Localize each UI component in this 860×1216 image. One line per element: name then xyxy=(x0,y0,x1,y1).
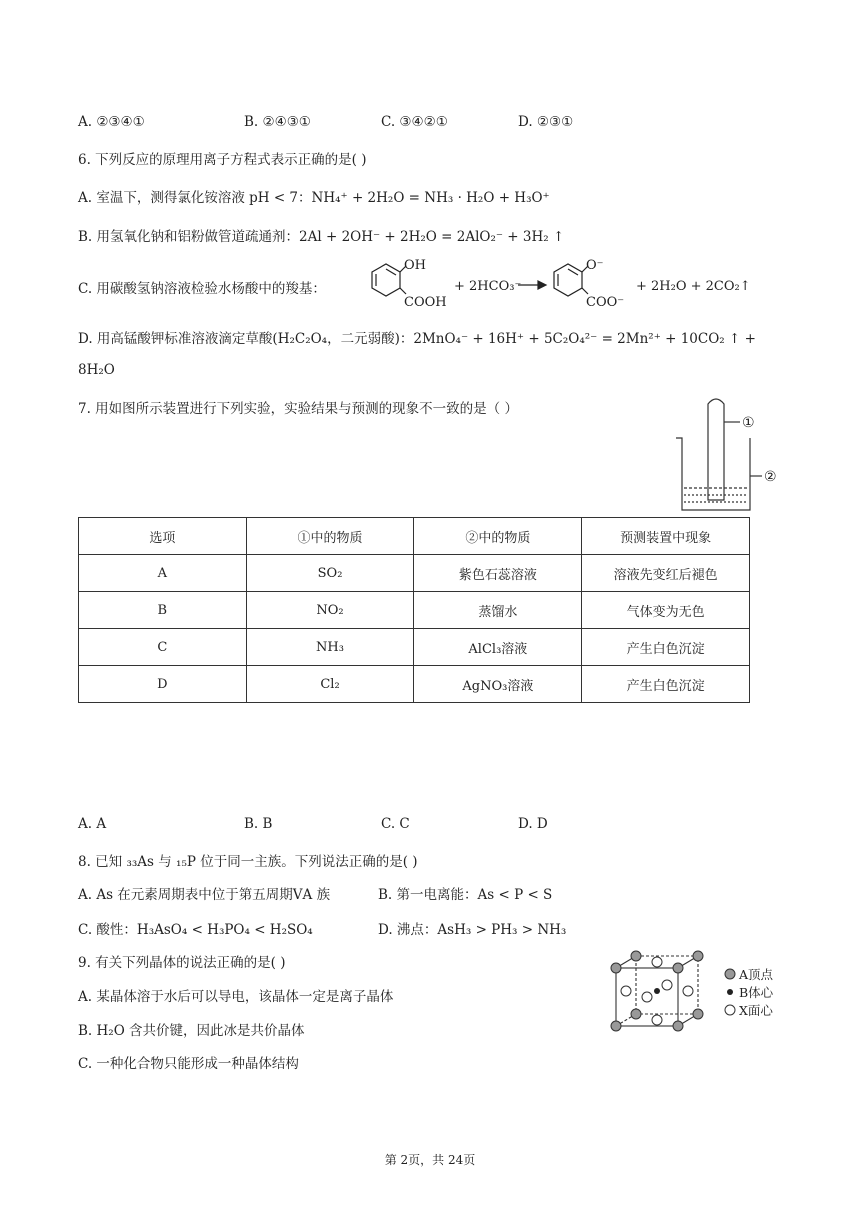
q6-a-equation: NH₄⁺ + 2H₂O = NH₃ · H₂O + H₃O⁺ xyxy=(311,190,550,206)
q6-b-text: B. 用氢氧化钠和铝粉做管道疏通剂： xyxy=(78,229,300,245)
q7-stem: 7. 用如图所示装置进行下列实验，实验结果与预测的现象不一致的是（ ） xyxy=(78,401,518,417)
q9-option-b: B. H₂O 含共价键，因此冰是共价晶体 xyxy=(78,1023,305,1039)
q7-option-d: D. D xyxy=(518,816,548,832)
table-row xyxy=(79,666,750,703)
legend-body-icon xyxy=(727,989,733,995)
q6-option-d: D. 用高锰酸钾标准溶液滴定草酸(H₂C₂O₄，二元弱酸)：2MnO₄⁻ + 16H⁺ + 5C₂O₄²⁻ = 2Mn²⁺ + 10CO₂ ↑ + xyxy=(78,331,756,347)
table-row xyxy=(79,629,750,666)
q6-c-structure-equation xyxy=(352,254,762,310)
table-cell: B xyxy=(79,592,247,629)
q7-option-c: C. C xyxy=(381,816,410,832)
table-header: ②中的物质 xyxy=(414,518,582,555)
table-header-row xyxy=(79,518,750,555)
reactant-bicarbonate: + 2HCO₃⁻ xyxy=(454,279,522,294)
table-cell: 产生白色沉淀 xyxy=(582,629,750,666)
legend-body-label: B体心 xyxy=(739,985,774,1000)
q5-option-a: A. ②③④① xyxy=(78,114,145,130)
beaker xyxy=(676,438,750,510)
table-row xyxy=(79,592,750,629)
q7-options-table xyxy=(78,517,750,703)
label-2: ② xyxy=(764,469,777,485)
legend-corner-icon xyxy=(725,969,735,979)
table-cell: 蒸馏水 xyxy=(414,592,582,629)
table-cell: NO₂ xyxy=(246,592,414,629)
label-1: ① xyxy=(742,415,755,431)
products-tail: + 2H₂O + 2CO₂↑ xyxy=(636,279,751,294)
q6-a-text: A. 室温下，测得氯化铵溶液 pH < 7： xyxy=(78,190,312,206)
q6-stem: 6. 下列反应的原理用离子方程式表示正确的是( ) xyxy=(78,152,367,168)
table-header: 选项 xyxy=(79,518,247,555)
table-cell: 产生白色沉淀 xyxy=(582,666,750,703)
table-header: ①中的物质 xyxy=(246,518,414,555)
q8-option-d: D. 沸点：AsH₃ > PH₃ > NH₃ xyxy=(378,922,567,938)
table-cell: 气体变为无色 xyxy=(582,592,750,629)
body-center-atom xyxy=(654,988,660,994)
table-cell: NH₃ xyxy=(246,629,414,666)
test-tube xyxy=(708,399,724,500)
legend-face-label: X面心 xyxy=(739,1003,773,1018)
table-cell: AgNO₃溶液 xyxy=(414,666,582,703)
product-coo-label: COO⁻ xyxy=(586,295,625,310)
q7-apparatus-diagram xyxy=(668,392,788,516)
table-header: 预测装置中现象 xyxy=(582,518,750,555)
table-cell: A xyxy=(79,555,247,592)
q8-option-a: A. As 在元素周期表中位于第五周期ⅤA 族 xyxy=(78,887,331,903)
product-o-label: O⁻ xyxy=(586,258,604,273)
q8-option-c: C. 酸性：H₃AsO₄ < H₃PO₄ < H₂SO₄ xyxy=(78,922,313,938)
page-footer: 第 2页，共 24页 xyxy=(384,1153,476,1167)
table-cell: C xyxy=(79,629,247,666)
reactant-cooh-label: COOH xyxy=(404,295,447,310)
crystal-unit-cell-diagram xyxy=(608,950,788,1032)
product-ring xyxy=(554,264,588,296)
q5-option-d: D. ②③① xyxy=(518,114,574,130)
q5-option-b: B. ②④③① xyxy=(244,114,311,130)
q6-b-equation: 2Al + 2OH⁻ + 2H₂O = 2AlO₂⁻ + 3H₂ ↑ xyxy=(299,229,565,245)
q8-option-b: B. 第一电离能：As < P < S xyxy=(378,887,553,903)
legend-face-icon xyxy=(725,1005,735,1015)
q9-stem: 9. 有关下列晶体的说法正确的是( ) xyxy=(78,955,286,971)
q6-option-a xyxy=(78,186,550,206)
table-cell: D xyxy=(79,666,247,703)
table-cell: SO₂ xyxy=(246,555,414,592)
reactant-oh-label: OH xyxy=(404,258,426,273)
q6-option-b xyxy=(78,225,564,245)
table-cell: 溶液先变红后褪色 xyxy=(582,555,750,592)
q9-option-c: C. 一种化合物只能形成一种晶体结构 xyxy=(78,1056,299,1072)
q9-option-a: A. 某晶体溶于水后可以导电，该晶体一定是离子晶体 xyxy=(78,989,394,1005)
q5-option-c: C. ③④②① xyxy=(381,114,448,130)
reaction-arrow xyxy=(518,281,546,289)
q8-stem: 8. 已知 ₃₃As 与 ₁₅P 位于同一主族。下列说法正确的是( ) xyxy=(78,854,418,870)
legend-corner-label: A顶点 xyxy=(739,967,774,982)
q6-c-text: C. 用碳酸氢钠溶液检验水杨酸中的羧基： xyxy=(78,281,326,297)
table-cell: Cl₂ xyxy=(246,666,414,703)
q7-option-a: A. A xyxy=(78,816,107,832)
q7-option-b: B. B xyxy=(244,816,273,832)
table-row xyxy=(79,555,750,592)
table-cell: 紫色石蕊溶液 xyxy=(414,555,582,592)
salicylic-acid-ring xyxy=(372,264,406,296)
q6-option-d-cont: 8H₂O xyxy=(78,362,115,378)
table-cell: AlCl₃溶液 xyxy=(414,629,582,666)
